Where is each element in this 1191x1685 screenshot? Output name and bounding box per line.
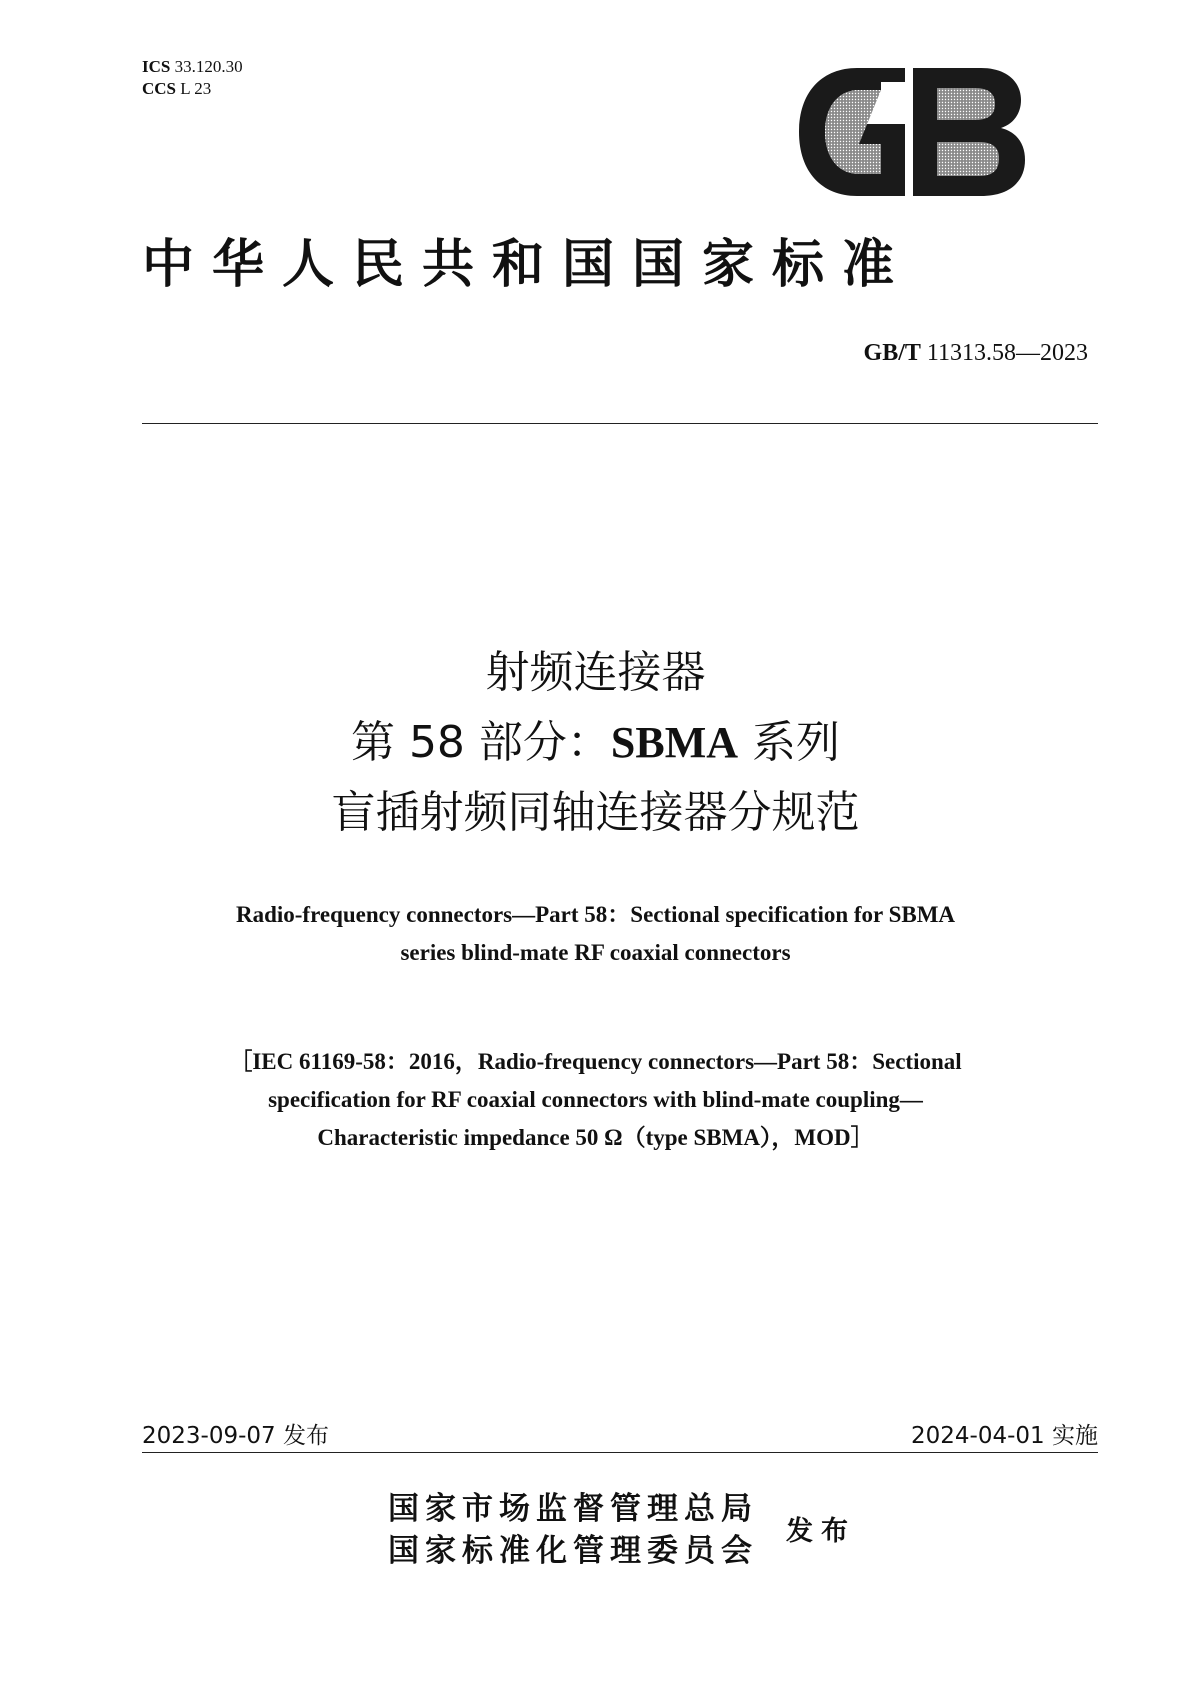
adoption-line1: ［IEC 61169-58：2016，Radio-frequency connectors—Part 58：Sectional [229,1049,962,1074]
ccs-label: CCS [142,79,177,98]
standard-code: 11313.58—2023 [926,340,1088,366]
adoption-line3: Characteristic impedance 50 Ω（type SBMA），MOD］ [317,1125,874,1150]
ics-line [142,56,243,78]
issue-date: 2023-09-07 发布 [142,1423,329,1449]
title-cn-line2 [0,708,1191,778]
national-standard-title: 中华人民共和国国家标准 [142,234,913,295]
classification-codes [142,56,243,100]
adoption-line2: specification for RF coaxial connectors with blind-mate coupling— [268,1087,923,1112]
title-cn-series: SBMA [610,718,739,767]
standard-prefix: GB/T [863,340,921,366]
ccs-line [142,78,243,100]
title-cn-line3: 盲插射频同轴连接器分规范 [331,787,860,838]
title-cn-line1: 射频连接器 [485,647,706,698]
title-cn-series-suffix: 系列 [738,717,841,768]
ics-label: ICS [142,57,171,76]
issuer-sac: 国家标准化管理委员会 [388,1533,758,1569]
ccs-code: L 23 [180,79,212,98]
title-cn-part: 第 58 部分： [350,717,611,768]
title-en-line2: series blind-mate RF coaxial connectors [400,940,791,965]
gb-logo [797,68,1027,196]
title-en-line1: Radio-frequency connectors—Part 58：Sectional specification for SBMA [235,902,956,927]
issuer-samr: 国家市场监督管理总局 [388,1491,758,1527]
issue-action: 发布 [786,1516,856,1547]
implementation-date: 2024-04-01 实施 [911,1423,1098,1449]
footer-divider [142,1452,1098,1453]
ics-code: 33.120.30 [174,57,243,76]
header-divider [142,423,1098,424]
chinese-title [0,638,1191,848]
english-title [0,896,1191,972]
adoption-statement [0,1043,1191,1157]
issuing-organizations [388,1488,758,1572]
standard-number [864,340,1088,367]
